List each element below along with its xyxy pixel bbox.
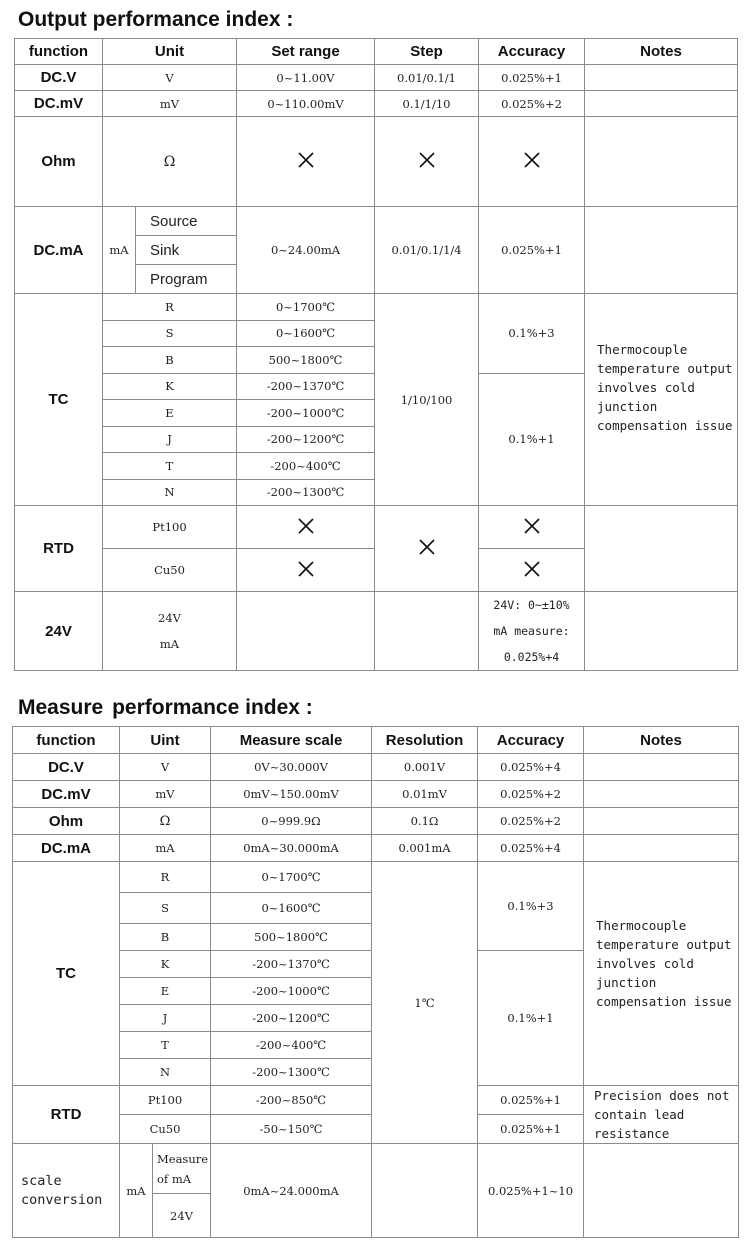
tc-type: K [120,951,211,978]
output-performance-heading: Output performance index : [18,8,294,31]
cross-mark-icon [524,561,540,577]
accuracy-cell: 0.025%+4 [478,835,584,862]
function-scale-conversion: scale conversion [13,1144,120,1238]
notes-cell [585,91,738,117]
scale-cell: -200~1200℃ [211,1005,372,1032]
accuracy-cell: 0.1%+3 [478,862,584,951]
tc-type: R [103,294,237,321]
function-rtd: RTD [15,506,103,592]
scale-cell: 0mA~30.000mA [211,835,372,862]
cross-mark-icon [524,152,540,168]
notes-cell: Thermocouple temperature output involves cold junction compensation issue [585,294,738,506]
notes-cell [585,117,738,207]
scale-cell: -200~1370℃ [211,951,372,978]
scale-cell: 0V~30.000V [211,754,372,781]
resolution-cell: 0.1Ω [372,808,478,835]
function-dcv: DC.V [15,65,103,91]
range-cell: 0~11.00V [237,65,375,91]
header-function: function [13,727,120,754]
function-ohm: Ohm [15,117,103,207]
range-cell: -200~1300℃ [237,479,375,506]
accuracy-cell: 0.025%+1 [479,207,585,294]
table-row [15,117,738,207]
range-cell [237,117,375,207]
tc-type: B [103,347,237,374]
range-cell: 500~1800℃ [237,347,375,374]
cross-mark-icon [298,152,314,168]
accuracy-cell: 0.025%+1~10 [478,1144,584,1238]
notes-cell: Precision does not contain lead resistance [584,1086,739,1144]
range-cell: 0~1600℃ [237,320,375,347]
accuracy-cell: 0.1%+3 [479,294,585,374]
step-cell [375,117,479,207]
header-notes: Notes [584,727,739,754]
unit-cell: mV [103,91,237,117]
notes-cell [584,781,739,808]
notes-cell [585,207,738,294]
range-cell [237,592,375,671]
scale-cell: -200~850℃ [211,1086,372,1115]
step-cell [375,592,479,671]
rtd-type: Pt100 [103,506,237,549]
notes-cell [585,65,738,91]
accuracy-cell: 0.025%+2 [478,781,584,808]
function-ohm: Ohm [13,808,120,835]
tc-type: K [103,373,237,400]
table-row [13,781,739,808]
tc-type: T [103,453,237,480]
function-dcmv: DC.mV [13,781,120,808]
function-24v: 24V [15,592,103,671]
unit-cell: mA [103,207,136,294]
header-measure-scale: Measure scale [211,727,372,754]
scale-cell: 0mA~24.000mA [211,1144,372,1238]
measure-heading-rest: performance index : [112,696,313,719]
header-notes: Notes [585,39,738,65]
function-rtd: RTD [13,1086,120,1144]
table-row [13,862,739,893]
rtd-type: Pt100 [120,1086,211,1115]
accuracy-cell [479,592,585,671]
accuracy-cell: 0.025%+1 [478,1115,584,1144]
range-cell: 0~110.00mV [237,91,375,117]
notes-cell: Thermocouple temperature output involves cold junction compensation issue [584,862,739,1086]
tc-type: N [103,479,237,506]
header-accuracy: Accuracy [479,39,585,65]
mode-source: Source [136,207,237,236]
tc-type: B [120,924,211,951]
step-cell: 0.01/0.1/1/4 [375,207,479,294]
measure-performance-table [12,726,739,1238]
range-cell [237,549,375,592]
table-row [15,294,738,321]
step-cell: 0.1/1/10 [375,91,479,117]
unit-cell: mA [120,835,211,862]
notes-cell [584,835,739,862]
accuracy-cell: 0.1%+1 [479,373,585,506]
accuracy-24v: 24V: 0~±10% [493,598,570,612]
function-dcma: DC.mA [13,835,120,862]
sub-measure-label: Measure [157,1151,209,1166]
cross-mark-icon [419,539,435,555]
accuracy-cell [479,506,585,549]
unit-cell: mA [120,1144,153,1238]
tc-type: T [120,1032,211,1059]
accuracy-cell: 0.025%+4 [478,754,584,781]
sub-of-ma-label: of mA [157,1171,192,1186]
range-cell: 0~24.00mA [237,207,375,294]
unit-cell: mV [120,781,211,808]
header-set-range: Set range [237,39,375,65]
sub-24v: 24V [153,1194,211,1238]
accuracy-ma-label: mA measure: [493,624,570,638]
range-cell: -200~1000℃ [237,400,375,427]
accuracy-cell: 0.025%+1 [479,65,585,91]
tc-type: J [120,1005,211,1032]
accuracy-cell: 0.025%+2 [479,91,585,117]
unit-cell: V [103,65,237,91]
function-dcv: DC.V [13,754,120,781]
tc-type: N [120,1059,211,1086]
range-cell: -200~1370℃ [237,373,375,400]
header-accuracy: Accuracy [478,727,584,754]
range-cell: 0~1700℃ [237,294,375,321]
function-dcma: DC.mA [15,207,103,294]
table-row [15,592,738,671]
unit-24v: 24V [158,611,181,625]
resolution-cell: 0.001mA [372,835,478,862]
tc-type: E [120,978,211,1005]
range-cell: -200~400℃ [237,453,375,480]
accuracy-ma-value: 0.025%+4 [503,650,560,664]
table-row [13,754,739,781]
range-cell: -200~1200℃ [237,426,375,453]
step-cell: 0.01/0.1/1 [375,65,479,91]
resolution-cell: 0.001V [372,754,478,781]
scale-cell: -200~400℃ [211,1032,372,1059]
resolution-cell [372,1144,478,1238]
table-row [15,65,738,91]
notes-cell [584,1144,739,1238]
scale-cell: 0~1700℃ [211,862,372,893]
table-row [15,506,738,549]
tc-type: S [120,893,211,924]
table-row [15,91,738,117]
unit-cell [103,592,237,671]
cross-mark-icon [298,561,314,577]
header-uint: Uint [120,727,211,754]
mode-program: Program [136,265,237,294]
function-tc: TC [13,862,120,1086]
scale-cell: -50~150℃ [211,1115,372,1144]
scale-cell: 0mV~150.00mV [211,781,372,808]
header-step: Step [375,39,479,65]
measure-performance-heading [18,696,313,720]
unit-cell: V [120,754,211,781]
resolution-cell: 1℃ [372,862,478,1144]
table-row [15,207,738,236]
scale-cell: 500~1800℃ [211,924,372,951]
accuracy-cell: 0.025%+2 [478,808,584,835]
tc-type: R [120,862,211,893]
accuracy-cell [479,117,585,207]
tc-type: J [103,426,237,453]
function-tc: TC [15,294,103,506]
unit-cell: Ω [103,117,237,207]
rtd-type: Cu50 [103,549,237,592]
table-row [13,1144,739,1194]
notes-cell [584,754,739,781]
measure-heading-word: Measure [18,696,104,719]
table-row [13,808,739,835]
unit-cell: Ω [120,808,211,835]
notes-cell [585,592,738,671]
scale-cell: 0~999.9Ω [211,808,372,835]
scale-cell: -200~1300℃ [211,1059,372,1086]
cross-mark-icon [298,518,314,534]
scale-cell: -200~1000℃ [211,978,372,1005]
notes-cell [585,506,738,592]
table-row [13,835,739,862]
scale-cell: 0~1600℃ [211,893,372,924]
accuracy-cell [479,549,585,592]
notes-cell [584,808,739,835]
measure-performance-section [0,690,750,1240]
header-unit: Unit [103,39,237,65]
resolution-cell: 0.01mV [372,781,478,808]
step-cell [375,506,479,592]
cross-mark-icon [524,518,540,534]
step-cell: 1/10/100 [375,294,479,506]
output-performance-table [14,38,738,671]
tc-type: E [103,400,237,427]
header-function: function [15,39,103,65]
sub-measure-of-ma [153,1144,211,1194]
header-resolution: Resolution [372,727,478,754]
unit-ma: mA [159,637,180,651]
rtd-type: Cu50 [120,1115,211,1144]
tc-type: S [103,320,237,347]
function-dcmv: DC.mV [15,91,103,117]
cross-mark-icon [419,152,435,168]
accuracy-cell: 0.1%+1 [478,951,584,1086]
mode-sink: Sink [136,236,237,265]
range-cell [237,506,375,549]
accuracy-cell: 0.025%+1 [478,1086,584,1115]
